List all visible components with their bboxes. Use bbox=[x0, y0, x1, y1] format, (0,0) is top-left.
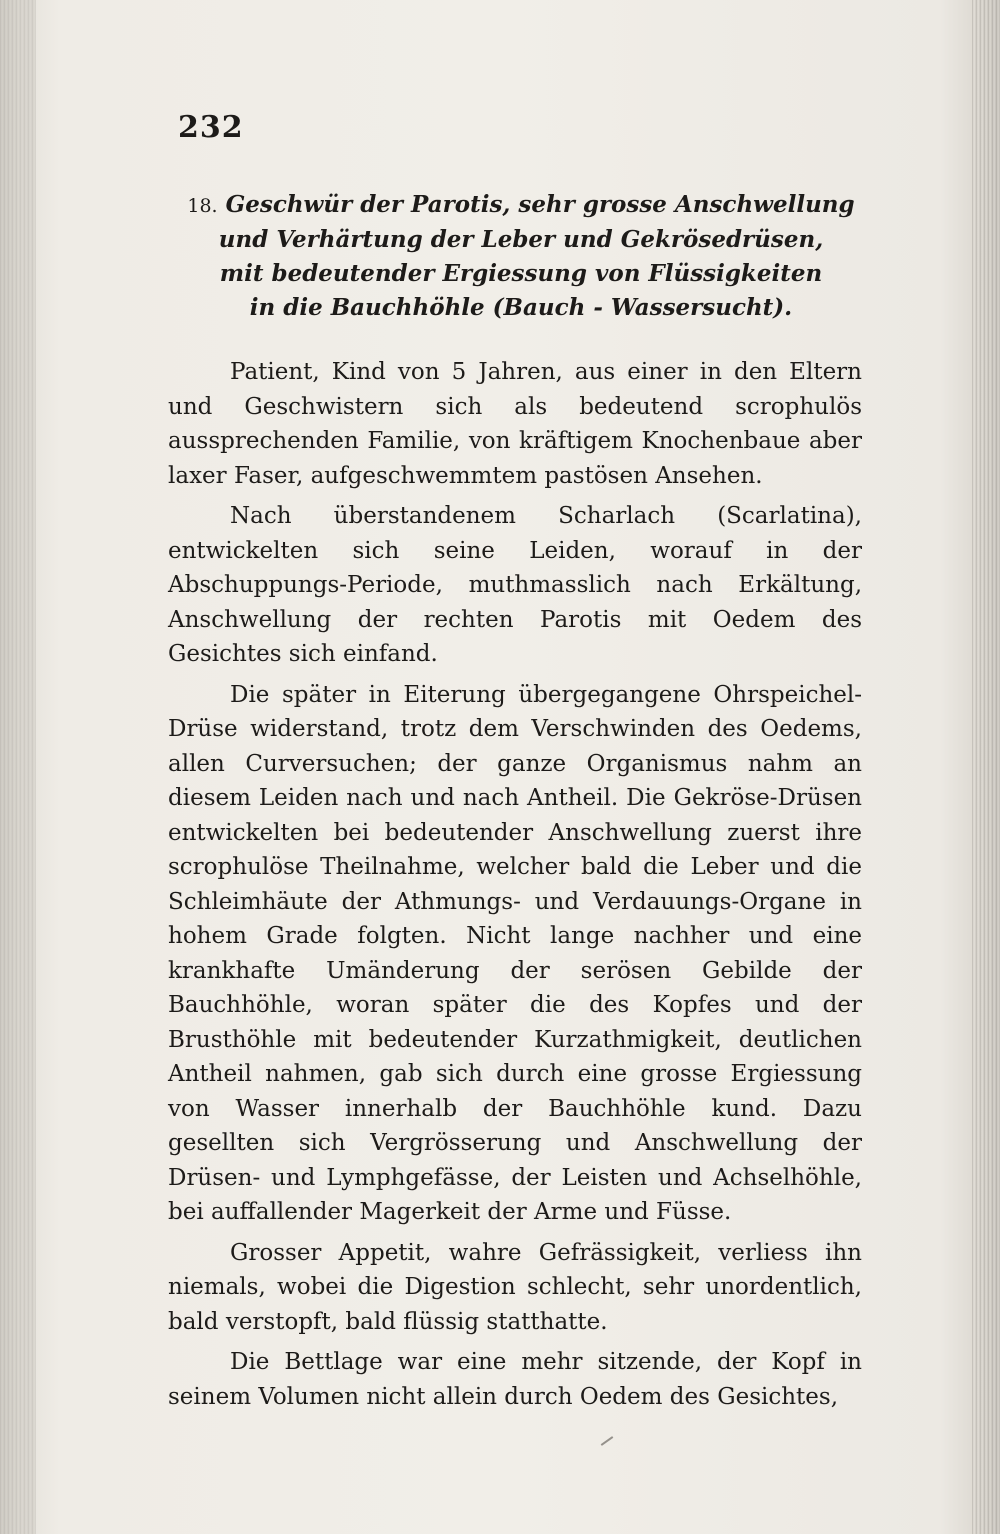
paragraph: Patient, Kind von 5 Jahren, aus einer in den Eltern und Geschwistern sich als bedeutend scrophulös aussprechenden Familie, von kräftigem Knochenbaue aber laxer Faser, aufgeschwemmtem pastösen Ansehen. bbox=[168, 359, 862, 489]
paragraph: Die später in Eiterung übergegangene Ohrspeichel-Drüse widerstand, trotz dem Verschwinden des Oedems, allen Curversuchen; der ganze Organismus nahm an diesem Leiden nach und nach Antheil. Die Gekröse-Drüsen entwickelten bei bedeutender Anschwellung zuerst ihre scrophulöse Theilnahme, welcher bald die Leber und die Schleimhäute der Athmungs- und Verdauungs-Organe in hohem Grade folgten. Nicht lange nachher und eine krankhafte Umänderung der serösen Gebilde der Bauchhöhle, woran später die des Kopfes und der Brusthöhle mit bedeutender Kurzathmigkeit, deutlichen Antheil nahmen, gab sich durch eine grosse Ergiessung von Wasser innerhalb der Bauchhöhle kund. Dazu gesellten sich Vergrösserung und Anschwellung der Drüsen- und Lymphgefässe, der Leisten und Achselhöhle, bei auffallender Magerkeit der Arme und Füsse. bbox=[168, 681, 862, 1225]
paragraph: Nach überstandenem Scharlach (Scarlatina), entwickelten sich seine Leiden, worauf in der Abschuppungs-Periode, muthmasslich nach Erkältung, Anschwellung der rechten Parotis mit Oedem des Gesichtes sich einfand. bbox=[168, 503, 862, 667]
book-gutter bbox=[0, 0, 36, 1534]
body-text bbox=[168, 355, 862, 1420]
paragraph: Grosser Appetit, wahre Gefrässigkeit, verliess ihn niemals, wobei die Digestion schlecht, sehr unordentlich, bald verstopft, bald flüssig statthatte. bbox=[168, 1239, 862, 1335]
paragraph: Die Bettlage war eine mehr sitzende, der Kopf in seinem Volumen nicht allein durch Oedem des Gesichtes, bbox=[168, 1349, 862, 1410]
page-number: 232 bbox=[178, 110, 244, 145]
ink-mark bbox=[601, 1436, 614, 1446]
section-number: 18. bbox=[187, 195, 218, 217]
section-heading bbox=[176, 188, 866, 325]
section-title: Geschwür der Parotis, sehr grosse Anschwellung und Verhärtung der Leber und Gekrösedrüsen, mit bedeutender Ergiessung von Flüssigkeiten in die Bauchhöhle (Bauch - Wassersucht). bbox=[218, 191, 855, 321]
page-edge bbox=[972, 0, 1000, 1534]
